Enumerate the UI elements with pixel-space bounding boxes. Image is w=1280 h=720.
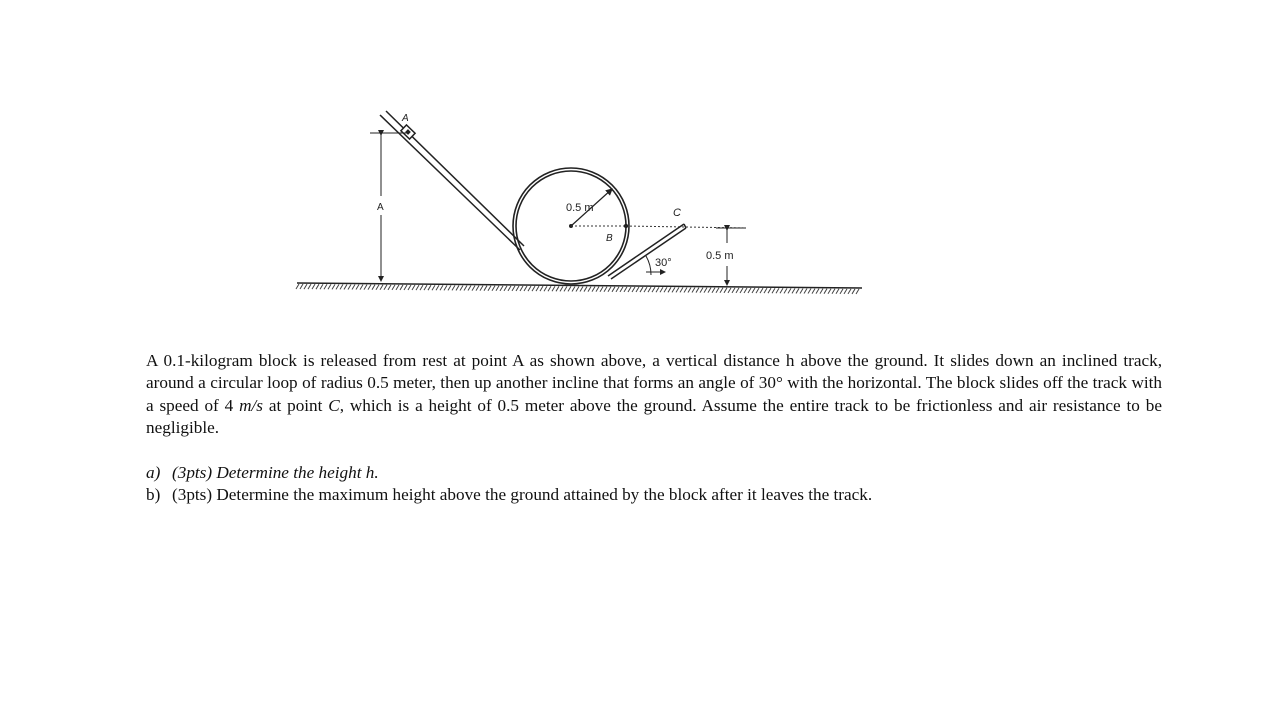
speed-unit: m/s [239, 395, 263, 415]
label-height-h: A [377, 202, 384, 213]
question-b-letter: b) [146, 485, 161, 505]
problem-statement [146, 350, 1162, 440]
problem-paragraph [146, 350, 1162, 440]
label-point-b: B [606, 233, 613, 244]
loop-track-diagram [0, 0, 1280, 320]
label-radius: 0.5 m [566, 202, 594, 214]
problem-part-3: , which is a height of 0.5 meter above the ground. Assume the entire track to be frictionless and air resistance to be negligible. [146, 395, 1162, 438]
height-dimension-h [370, 133, 408, 281]
question-b-text: (3pts) Determine the maximum height above the ground attained by the block after it leaves the track. [172, 485, 873, 505]
problem-part-2: at point [262, 395, 329, 415]
question-a-letter: a) [146, 463, 161, 482]
label-c-height: 0.5 m [706, 250, 734, 262]
label-angle: 30° [655, 257, 672, 269]
question-b [146, 484, 1162, 506]
questions-list [146, 462, 1162, 507]
ground [296, 283, 862, 294]
question-a-text: (3pts) Determine the height h. [172, 463, 379, 482]
point-c-ref: C [328, 395, 340, 415]
label-point-a: A [402, 113, 409, 124]
question-a [146, 462, 1162, 484]
problem-part-1: A 0.1-kilogram block is released from rest at point A as shown above, a vertical distance h above the ground. It slides down an inclined track, around a circular loop of radius 0.5 meter, then up another incline that forms an angle of 30° with the horizontal. The block slides off the track with a speed of 4 [146, 351, 1162, 415]
label-point-c: C [673, 207, 681, 219]
